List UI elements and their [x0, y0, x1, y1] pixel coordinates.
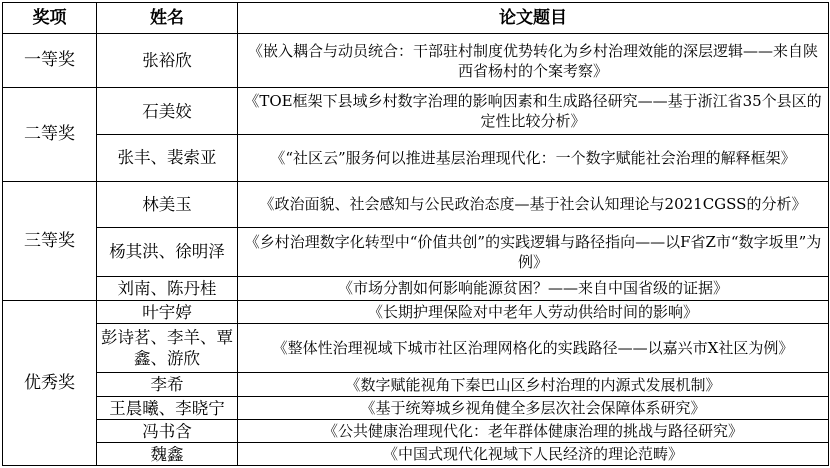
paper-title: 《基于统筹城乡视角健全多层次社会保障体系研究》	[238, 397, 829, 420]
author-name: 冯书含	[97, 420, 238, 443]
table-row	[3, 88, 829, 135]
author-name: 李希	[97, 373, 238, 397]
paper-title: 《中国式现代化视域下人民经济的理论范畴》	[238, 443, 829, 466]
paper-title: 《市场分割如何影响能源贫困？——来自中国省级的证据》	[238, 276, 829, 301]
paper-title: 《政治面貌、社会感知与公民政治态度—基于社会认知理论与2021CGSS的分析》	[238, 181, 829, 227]
paper-title: 《“社区云”服务何以推进基层治理现代化：一个数字赋能社会治理的解释框架》	[238, 134, 829, 181]
table-row	[3, 443, 829, 466]
author-name: 张裕欣	[97, 34, 238, 88]
award-table	[2, 2, 829, 466]
author-name: 魏鑫	[97, 443, 238, 466]
award-third: 三等奖	[3, 181, 97, 301]
author-name: 林美玉	[97, 181, 238, 227]
paper-title: 《嵌入耦合与动员统合：干部驻村制度优势转化为乡村治理效能的深层逻辑——来自陕西省杨村的个案考察》	[238, 34, 829, 88]
author-name: 刘南、陈丹桂	[97, 276, 238, 301]
paper-title: 《整体性治理视域下城市社区治理网格化的实践路径——以嘉兴市X社区为例》	[238, 324, 829, 373]
paper-title: 《长期护理保险对中老年人劳动供给时间的影响》	[238, 301, 829, 324]
header-award: 奖项	[3, 3, 97, 34]
paper-title: 《TOE框架下县域乡村数字治理的影响因素和生成路径研究——基于浙江省35个县区的定性比较分析》	[238, 88, 829, 135]
table-row	[3, 420, 829, 443]
paper-title: 《公共健康治理现代化：老年群体健康治理的挑战与路径研究》	[238, 420, 829, 443]
table-row	[3, 276, 829, 301]
author-name: 张丰、裴索亚	[97, 134, 238, 181]
table-row	[3, 227, 829, 276]
paper-title: 《乡村治理数字化转型中“价值共创”的实践逻辑与路径指向——以F省Z市“数字坂里”为例》	[238, 227, 829, 276]
award-first: 一等奖	[3, 34, 97, 88]
table-row	[3, 324, 829, 373]
table-row	[3, 134, 829, 181]
table-row	[3, 301, 829, 324]
table-row	[3, 34, 829, 88]
table-row	[3, 397, 829, 420]
author-name: 王晨曦、李晓宁	[97, 397, 238, 420]
award-excellence: 优秀奖	[3, 301, 97, 466]
award-second: 二等奖	[3, 88, 97, 182]
author-name: 石美姣	[97, 88, 238, 135]
author-name: 杨其洪、徐明泽	[97, 227, 238, 276]
table-row	[3, 373, 829, 397]
header-row	[3, 3, 829, 34]
author-name: 叶宇婷	[97, 301, 238, 324]
header-title: 论文题目	[238, 3, 829, 34]
table-row	[3, 181, 829, 227]
header-name: 姓名	[97, 3, 238, 34]
author-name: 彭诗茗、李羊、覃鑫、游欣	[97, 324, 238, 373]
paper-title: 《数字赋能视角下秦巴山区乡村治理的内源式发展机制》	[238, 373, 829, 397]
